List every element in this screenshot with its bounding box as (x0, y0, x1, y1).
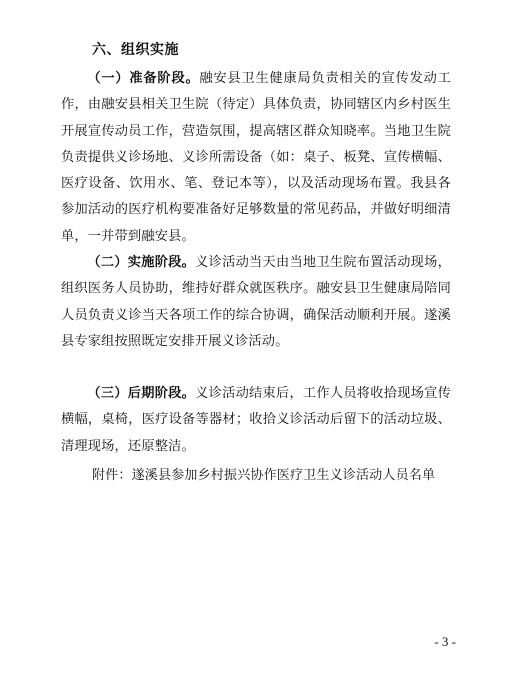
page-number: - 3 - (434, 634, 456, 649)
paragraph-preparation-phase (61, 66, 451, 250)
paragraph-implementation-phase (61, 250, 451, 355)
section-title: 六、组织实施 (92, 42, 179, 58)
paragraph-lead: （一）准备阶段。 (87, 71, 200, 86)
paragraph-later-phase (61, 381, 451, 460)
paragraph-lead: （二）实施阶段。 (87, 255, 196, 270)
paragraph-text: 义诊活动结束后，工作人员将收拾现场宣传横幅，桌椅，医疗设备等器材；收拾义诊活动后留下的活动垃圾、清理现场，还原整洁。 (61, 386, 451, 454)
paragraph-text: 义诊活动当天由当地卫生院布置活动现场，组织医务人员协助，维持好群众就医秩序。融安县卫生健康局陪同人员负责义诊当天各项工作的综合协调，确保活动顺利开展。遂溪县专家组按照既定安排开展义诊活动。 (61, 255, 451, 349)
paragraph-lead: （三）后期阶段。 (87, 386, 196, 401)
paragraph-text: 融安县卫生健康局负责相关的宣传发动工作，由融安县相关卫生院（待定）具体负责，协同辖区内乡村医生开展宣传动员工作，营造氛围，提高辖区群众知晓率。当地卫生院负责提供义诊场地、义诊所需设备（如：桌子、板凳、宣传横幅、医疗设备、饮用水、笔、登记本等），以及活动现场布置。我县各参加活动的医疗机构要准备好足够数量的常见药品，并做好明细清单，一并带到融安县。 (61, 71, 451, 244)
attachment-note: 附件：遂溪县参加乡村振兴协作医疗卫生义诊活动人员名单 (92, 468, 436, 483)
